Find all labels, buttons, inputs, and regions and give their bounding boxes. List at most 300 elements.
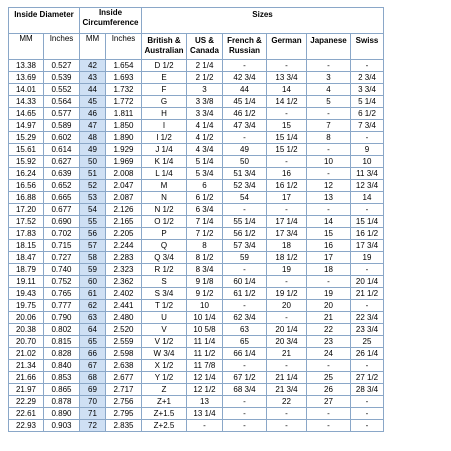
french-russian-size-cell: 68 3/4 [223,384,267,396]
french-russian-size-cell: 42 3/4 [223,72,267,84]
german-size-cell: - [267,312,307,324]
col-header-circumference-inches: Inches [106,34,142,60]
british-australian-size-cell: H [142,108,187,120]
british-australian-size-cell: J 1/4 [142,144,187,156]
us-canada-size-cell: 6 3/4 [187,204,223,216]
german-size-cell: 17 3/4 [267,228,307,240]
french-russian-size-cell: 63 [223,324,267,336]
circumference-mm-cell: 48 [80,132,106,144]
circumference-mm-cell: 63 [80,312,106,324]
french-russian-size-cell: 47 3/4 [223,120,267,132]
german-size-cell: - [267,360,307,372]
british-australian-size-cell: V [142,324,187,336]
sizes-header: Sizes [142,8,384,34]
british-australian-size-cell: I [142,120,187,132]
table-row [9,252,384,264]
us-canada-size-cell: 4 3/4 [187,144,223,156]
circumference-inches-cell: 2.126 [106,204,142,216]
us-canada-size-cell: 12 1/4 [187,372,223,384]
col-header-us-canada: US & Canada [187,34,223,60]
german-size-cell: 17 1/4 [267,216,307,228]
german-size-cell: - [267,60,307,72]
swiss-size-cell: 15 1/4 [351,216,384,228]
table-row [9,408,384,420]
us-canada-size-cell: 12 1/2 [187,384,223,396]
diameter-inches-cell: 0.614 [44,144,80,156]
us-canada-size-cell: 10 [187,300,223,312]
japanese-size-cell: 14 [307,216,351,228]
diameter-mm-cell: 17.83 [9,228,44,240]
diameter-inches-cell: 0.790 [44,312,80,324]
french-russian-size-cell: 52 3/4 [223,180,267,192]
japanese-size-cell: - [307,60,351,72]
japanese-size-cell: 8 [307,132,351,144]
french-russian-size-cell: - [223,264,267,276]
german-size-cell: 16 [267,168,307,180]
diameter-mm-cell: 14.97 [9,120,44,132]
swiss-size-cell: - [351,396,384,408]
diameter-mm-cell: 17.52 [9,216,44,228]
german-size-cell: 19 [267,264,307,276]
japanese-size-cell: 18 [307,264,351,276]
swiss-size-cell: - [351,204,384,216]
circumference-mm-cell: 53 [80,192,106,204]
japanese-size-cell: 26 [307,384,351,396]
circumference-mm-cell: 44 [80,84,106,96]
diameter-mm-cell: 14.65 [9,108,44,120]
table-row [9,192,384,204]
circumference-mm-cell: 71 [80,408,106,420]
table-row [9,264,384,276]
circumference-inches-cell: 2.717 [106,384,142,396]
circumference-inches-cell: 2.835 [106,420,142,432]
japanese-size-cell: - [307,204,351,216]
french-russian-size-cell: 65 [223,336,267,348]
japanese-size-cell: 25 [307,372,351,384]
circumference-inches-cell: 1.732 [106,84,142,96]
circumference-mm-cell: 72 [80,420,106,432]
table-row [9,276,384,288]
japanese-size-cell: - [307,408,351,420]
col-header-diameter-mm: MM [9,34,44,60]
japanese-size-cell: 15 [307,228,351,240]
circumference-inches-cell: 1.929 [106,144,142,156]
swiss-size-cell: 11 3/4 [351,168,384,180]
us-canada-size-cell: 13 1/4 [187,408,223,420]
swiss-size-cell: 25 [351,336,384,348]
us-canada-size-cell: 10 1/4 [187,312,223,324]
japanese-size-cell: 17 [307,252,351,264]
circumference-mm-cell: 62 [80,300,106,312]
us-canada-size-cell: 8 [187,240,223,252]
british-australian-size-cell: K 1/4 [142,156,187,168]
diameter-inches-cell: 0.727 [44,252,80,264]
swiss-size-cell: - [351,264,384,276]
diameter-mm-cell: 15.61 [9,144,44,156]
table-row [9,144,384,156]
british-australian-size-cell: N 1/2 [142,204,187,216]
table-row [9,288,384,300]
diameter-mm-cell: 14.01 [9,84,44,96]
japanese-size-cell: 23 [307,336,351,348]
british-australian-size-cell: S 3/4 [142,288,187,300]
japanese-size-cell: 5 [307,96,351,108]
diameter-mm-cell: 15.29 [9,132,44,144]
british-australian-size-cell: Z+2.5 [142,420,187,432]
diameter-mm-cell: 13.38 [9,60,44,72]
diameter-mm-cell: 16.88 [9,192,44,204]
table-row [9,228,384,240]
british-australian-size-cell: P [142,228,187,240]
col-header-japanese: Japanese [307,34,351,60]
diameter-inches-cell: 0.639 [44,168,80,180]
us-canada-size-cell: 7 1/4 [187,216,223,228]
french-russian-size-cell: 50 [223,156,267,168]
german-size-cell: - [267,204,307,216]
circumference-mm-cell: 51 [80,168,106,180]
german-size-cell: 19 1/2 [267,288,307,300]
german-size-cell: 21 1/4 [267,372,307,384]
circumference-inches-cell: 2.795 [106,408,142,420]
french-russian-size-cell: 46 1/2 [223,108,267,120]
table-row [9,108,384,120]
circumference-inches-cell: 1.693 [106,72,142,84]
circumference-mm-cell: 42 [80,60,106,72]
table-row [9,84,384,96]
swiss-size-cell: 21 1/2 [351,288,384,300]
diameter-inches-cell: 0.652 [44,180,80,192]
table-row [9,360,384,372]
german-size-cell: 21 3/4 [267,384,307,396]
circumference-inches-cell: 2.598 [106,348,142,360]
table-row [9,384,384,396]
french-russian-size-cell: - [223,396,267,408]
french-russian-size-cell: 56 1/2 [223,228,267,240]
german-size-cell: 15 [267,120,307,132]
french-russian-size-cell: 57 3/4 [223,240,267,252]
french-russian-size-cell: 51 3/4 [223,168,267,180]
circumference-mm-cell: 61 [80,288,106,300]
british-australian-size-cell: N [142,192,187,204]
table-row [9,96,384,108]
swiss-size-cell: 3 3/4 [351,84,384,96]
col-header-swiss: Swiss [351,34,384,60]
table-row [9,216,384,228]
swiss-size-cell: - [351,60,384,72]
diameter-inches-cell: 0.527 [44,60,80,72]
british-australian-size-cell: Z+1 [142,396,187,408]
swiss-size-cell: 22 3/4 [351,312,384,324]
us-canada-size-cell: 2 1/2 [187,72,223,84]
circumference-mm-cell: 47 [80,120,106,132]
french-russian-size-cell: - [223,300,267,312]
circumference-inches-cell: 2.441 [106,300,142,312]
british-australian-size-cell: S [142,276,187,288]
german-size-cell: - [267,276,307,288]
circumference-inches-cell: 1.654 [106,60,142,72]
french-russian-size-cell: - [223,420,267,432]
us-canada-size-cell: 3 3/8 [187,96,223,108]
french-russian-size-cell: 55 1/4 [223,216,267,228]
table-row [9,312,384,324]
japanese-size-cell: 27 [307,396,351,408]
german-size-cell: 17 [267,192,307,204]
japanese-size-cell: 16 [307,240,351,252]
german-size-cell: 18 1/2 [267,252,307,264]
japanese-size-cell: 10 [307,156,351,168]
us-canada-size-cell: 3 3/4 [187,108,223,120]
french-russian-size-cell: 59 [223,252,267,264]
circumference-mm-cell: 58 [80,252,106,264]
circumference-inches-cell: 2.402 [106,288,142,300]
table-row [9,348,384,360]
table-row [9,396,384,408]
diameter-inches-cell: 0.740 [44,264,80,276]
japanese-size-cell: - [307,144,351,156]
ring-size-chart [8,7,384,432]
circumference-mm-cell: 56 [80,228,106,240]
diameter-mm-cell: 18.15 [9,240,44,252]
us-canada-size-cell: 13 [187,396,223,408]
diameter-inches-cell: 0.577 [44,108,80,120]
british-australian-size-cell: T 1/2 [142,300,187,312]
circumference-mm-cell: 67 [80,360,106,372]
table-row [9,372,384,384]
diameter-mm-cell: 13.69 [9,72,44,84]
diameter-inches-cell: 0.853 [44,372,80,384]
french-russian-size-cell: 60 1/4 [223,276,267,288]
diameter-mm-cell: 22.93 [9,420,44,432]
us-canada-size-cell: 4 1/4 [187,120,223,132]
japanese-size-cell: - [307,276,351,288]
diameter-inches-cell: 0.539 [44,72,80,84]
diameter-mm-cell: 16.24 [9,168,44,180]
diameter-mm-cell: 22.61 [9,408,44,420]
us-canada-size-cell: 5 1/4 [187,156,223,168]
us-canada-size-cell: 11 1/2 [187,348,223,360]
british-australian-size-cell: L 1/4 [142,168,187,180]
circumference-mm-cell: 46 [80,108,106,120]
japanese-size-cell: 20 [307,300,351,312]
swiss-size-cell: 6 1/2 [351,108,384,120]
german-size-cell: - [267,420,307,432]
table-row [9,120,384,132]
japanese-size-cell: - [307,360,351,372]
diameter-inches-cell: 0.777 [44,300,80,312]
german-size-cell: 18 [267,240,307,252]
table-row [9,420,384,432]
british-australian-size-cell: G [142,96,187,108]
circumference-inches-cell: 2.087 [106,192,142,204]
british-australian-size-cell: U [142,312,187,324]
british-australian-size-cell: X 1/2 [142,360,187,372]
japanese-size-cell: 22 [307,324,351,336]
col-header-french-russian: French & Russian [223,34,267,60]
circumference-mm-cell: 57 [80,240,106,252]
german-size-cell: 21 [267,348,307,360]
us-canada-size-cell: 2 1/4 [187,60,223,72]
swiss-size-cell: 17 3/4 [351,240,384,252]
us-canada-size-cell: 4 1/2 [187,132,223,144]
swiss-size-cell: - [351,300,384,312]
circumference-inches-cell: 1.890 [106,132,142,144]
german-size-cell: 14 1/2 [267,96,307,108]
diameter-inches-cell: 0.602 [44,132,80,144]
swiss-size-cell: 19 [351,252,384,264]
circumference-inches-cell: 1.850 [106,120,142,132]
japanese-size-cell: 4 [307,84,351,96]
circumference-mm-cell: 59 [80,264,106,276]
circumference-mm-cell: 52 [80,180,106,192]
german-size-cell: 20 3/4 [267,336,307,348]
british-australian-size-cell: Z [142,384,187,396]
us-canada-size-cell: 6 1/2 [187,192,223,204]
us-canada-size-cell: 10 5/8 [187,324,223,336]
circumference-inches-cell: 2.480 [106,312,142,324]
french-russian-size-cell: 45 1/4 [223,96,267,108]
circumference-inches-cell: 2.047 [106,180,142,192]
swiss-size-cell: - [351,360,384,372]
circumference-inches-cell: 2.520 [106,324,142,336]
circumference-mm-cell: 65 [80,336,106,348]
british-australian-size-cell: W 3/4 [142,348,187,360]
japanese-size-cell: 24 [307,348,351,360]
diameter-mm-cell: 20.70 [9,336,44,348]
diameter-mm-cell: 15.92 [9,156,44,168]
circumference-inches-cell: 1.772 [106,96,142,108]
table-body [9,60,384,432]
diameter-inches-cell: 0.677 [44,204,80,216]
japanese-size-cell: 3 [307,72,351,84]
table-row [9,156,384,168]
german-size-cell: 16 1/2 [267,180,307,192]
circumference-mm-cell: 45 [80,96,106,108]
swiss-size-cell: 14 [351,192,384,204]
french-russian-size-cell: 44 [223,84,267,96]
british-australian-size-cell: V 1/2 [142,336,187,348]
us-canada-size-cell: 5 3/4 [187,168,223,180]
diameter-mm-cell: 14.33 [9,96,44,108]
french-russian-size-cell: - [223,204,267,216]
diameter-mm-cell: 21.66 [9,372,44,384]
circumference-mm-cell: 68 [80,372,106,384]
diameter-mm-cell: 19.11 [9,276,44,288]
us-canada-size-cell: 9 1/2 [187,288,223,300]
table-row [9,300,384,312]
inside-circumference-header: Inside Circumference [80,8,142,34]
circumference-mm-cell: 64 [80,324,106,336]
circumference-inches-cell: 2.283 [106,252,142,264]
col-header-diameter-inches: Inches [44,34,80,60]
german-size-cell: - [267,108,307,120]
french-russian-size-cell: 61 1/2 [223,288,267,300]
japanese-size-cell: - [307,168,351,180]
circumference-mm-cell: 50 [80,156,106,168]
swiss-size-cell: 16 1/2 [351,228,384,240]
swiss-size-cell: 5 1/4 [351,96,384,108]
japanese-size-cell: 7 [307,120,351,132]
french-russian-size-cell: 62 3/4 [223,312,267,324]
swiss-size-cell: 12 3/4 [351,180,384,192]
diameter-mm-cell: 20.06 [9,312,44,324]
japanese-size-cell: 12 [307,180,351,192]
japanese-size-cell: 19 [307,288,351,300]
table-row [9,204,384,216]
swiss-size-cell: 10 [351,156,384,168]
table-row [9,336,384,348]
us-canada-size-cell: 8 3/4 [187,264,223,276]
circumference-mm-cell: 54 [80,204,106,216]
swiss-size-cell: 2 3/4 [351,72,384,84]
circumference-inches-cell: 2.677 [106,372,142,384]
circumference-inches-cell: 2.559 [106,336,142,348]
british-australian-size-cell: E [142,72,187,84]
german-size-cell: 13 3/4 [267,72,307,84]
circumference-mm-cell: 55 [80,216,106,228]
diameter-inches-cell: 0.802 [44,324,80,336]
circumference-inches-cell: 2.323 [106,264,142,276]
swiss-size-cell: 23 3/4 [351,324,384,336]
british-australian-size-cell: I 1/2 [142,132,187,144]
circumference-inches-cell: 1.811 [106,108,142,120]
us-canada-size-cell: 6 [187,180,223,192]
french-russian-size-cell: - [223,408,267,420]
british-australian-size-cell: F [142,84,187,96]
japanese-size-cell: 13 [307,192,351,204]
circumference-inches-cell: 2.638 [106,360,142,372]
inside-diameter-header: Inside Diameter [9,8,80,34]
french-russian-size-cell: 49 [223,144,267,156]
us-canada-size-cell: 11 7/8 [187,360,223,372]
swiss-size-cell: 27 1/2 [351,372,384,384]
table-row [9,168,384,180]
diameter-mm-cell: 17.20 [9,204,44,216]
german-size-cell: 15 1/4 [267,132,307,144]
german-size-cell: - [267,408,307,420]
diameter-inches-cell: 0.815 [44,336,80,348]
swiss-size-cell: - [351,408,384,420]
circumference-inches-cell: 2.244 [106,240,142,252]
ring-size-table [8,7,384,432]
french-russian-size-cell: - [223,60,267,72]
circumference-inches-cell: 1.969 [106,156,142,168]
german-size-cell: 20 1/4 [267,324,307,336]
col-header-circumference-mm: MM [80,34,106,60]
diameter-mm-cell: 16.56 [9,180,44,192]
col-header-british-australian: British & Australian [142,34,187,60]
diameter-inches-cell: 0.878 [44,396,80,408]
diameter-inches-cell: 0.627 [44,156,80,168]
german-size-cell: 20 [267,300,307,312]
diameter-inches-cell: 0.552 [44,84,80,96]
us-canada-size-cell: 7 1/2 [187,228,223,240]
circumference-mm-cell: 69 [80,384,106,396]
diameter-mm-cell: 20.38 [9,324,44,336]
diameter-mm-cell: 18.79 [9,264,44,276]
table-row [9,132,384,144]
diameter-inches-cell: 0.665 [44,192,80,204]
diameter-inches-cell: 0.690 [44,216,80,228]
table-row [9,324,384,336]
diameter-mm-cell: 21.97 [9,384,44,396]
diameter-inches-cell: 0.765 [44,288,80,300]
circumference-inches-cell: 2.165 [106,216,142,228]
table-row [9,72,384,84]
circumference-mm-cell: 43 [80,72,106,84]
british-australian-size-cell: Q [142,240,187,252]
us-canada-size-cell: 9 1/8 [187,276,223,288]
diameter-mm-cell: 21.02 [9,348,44,360]
